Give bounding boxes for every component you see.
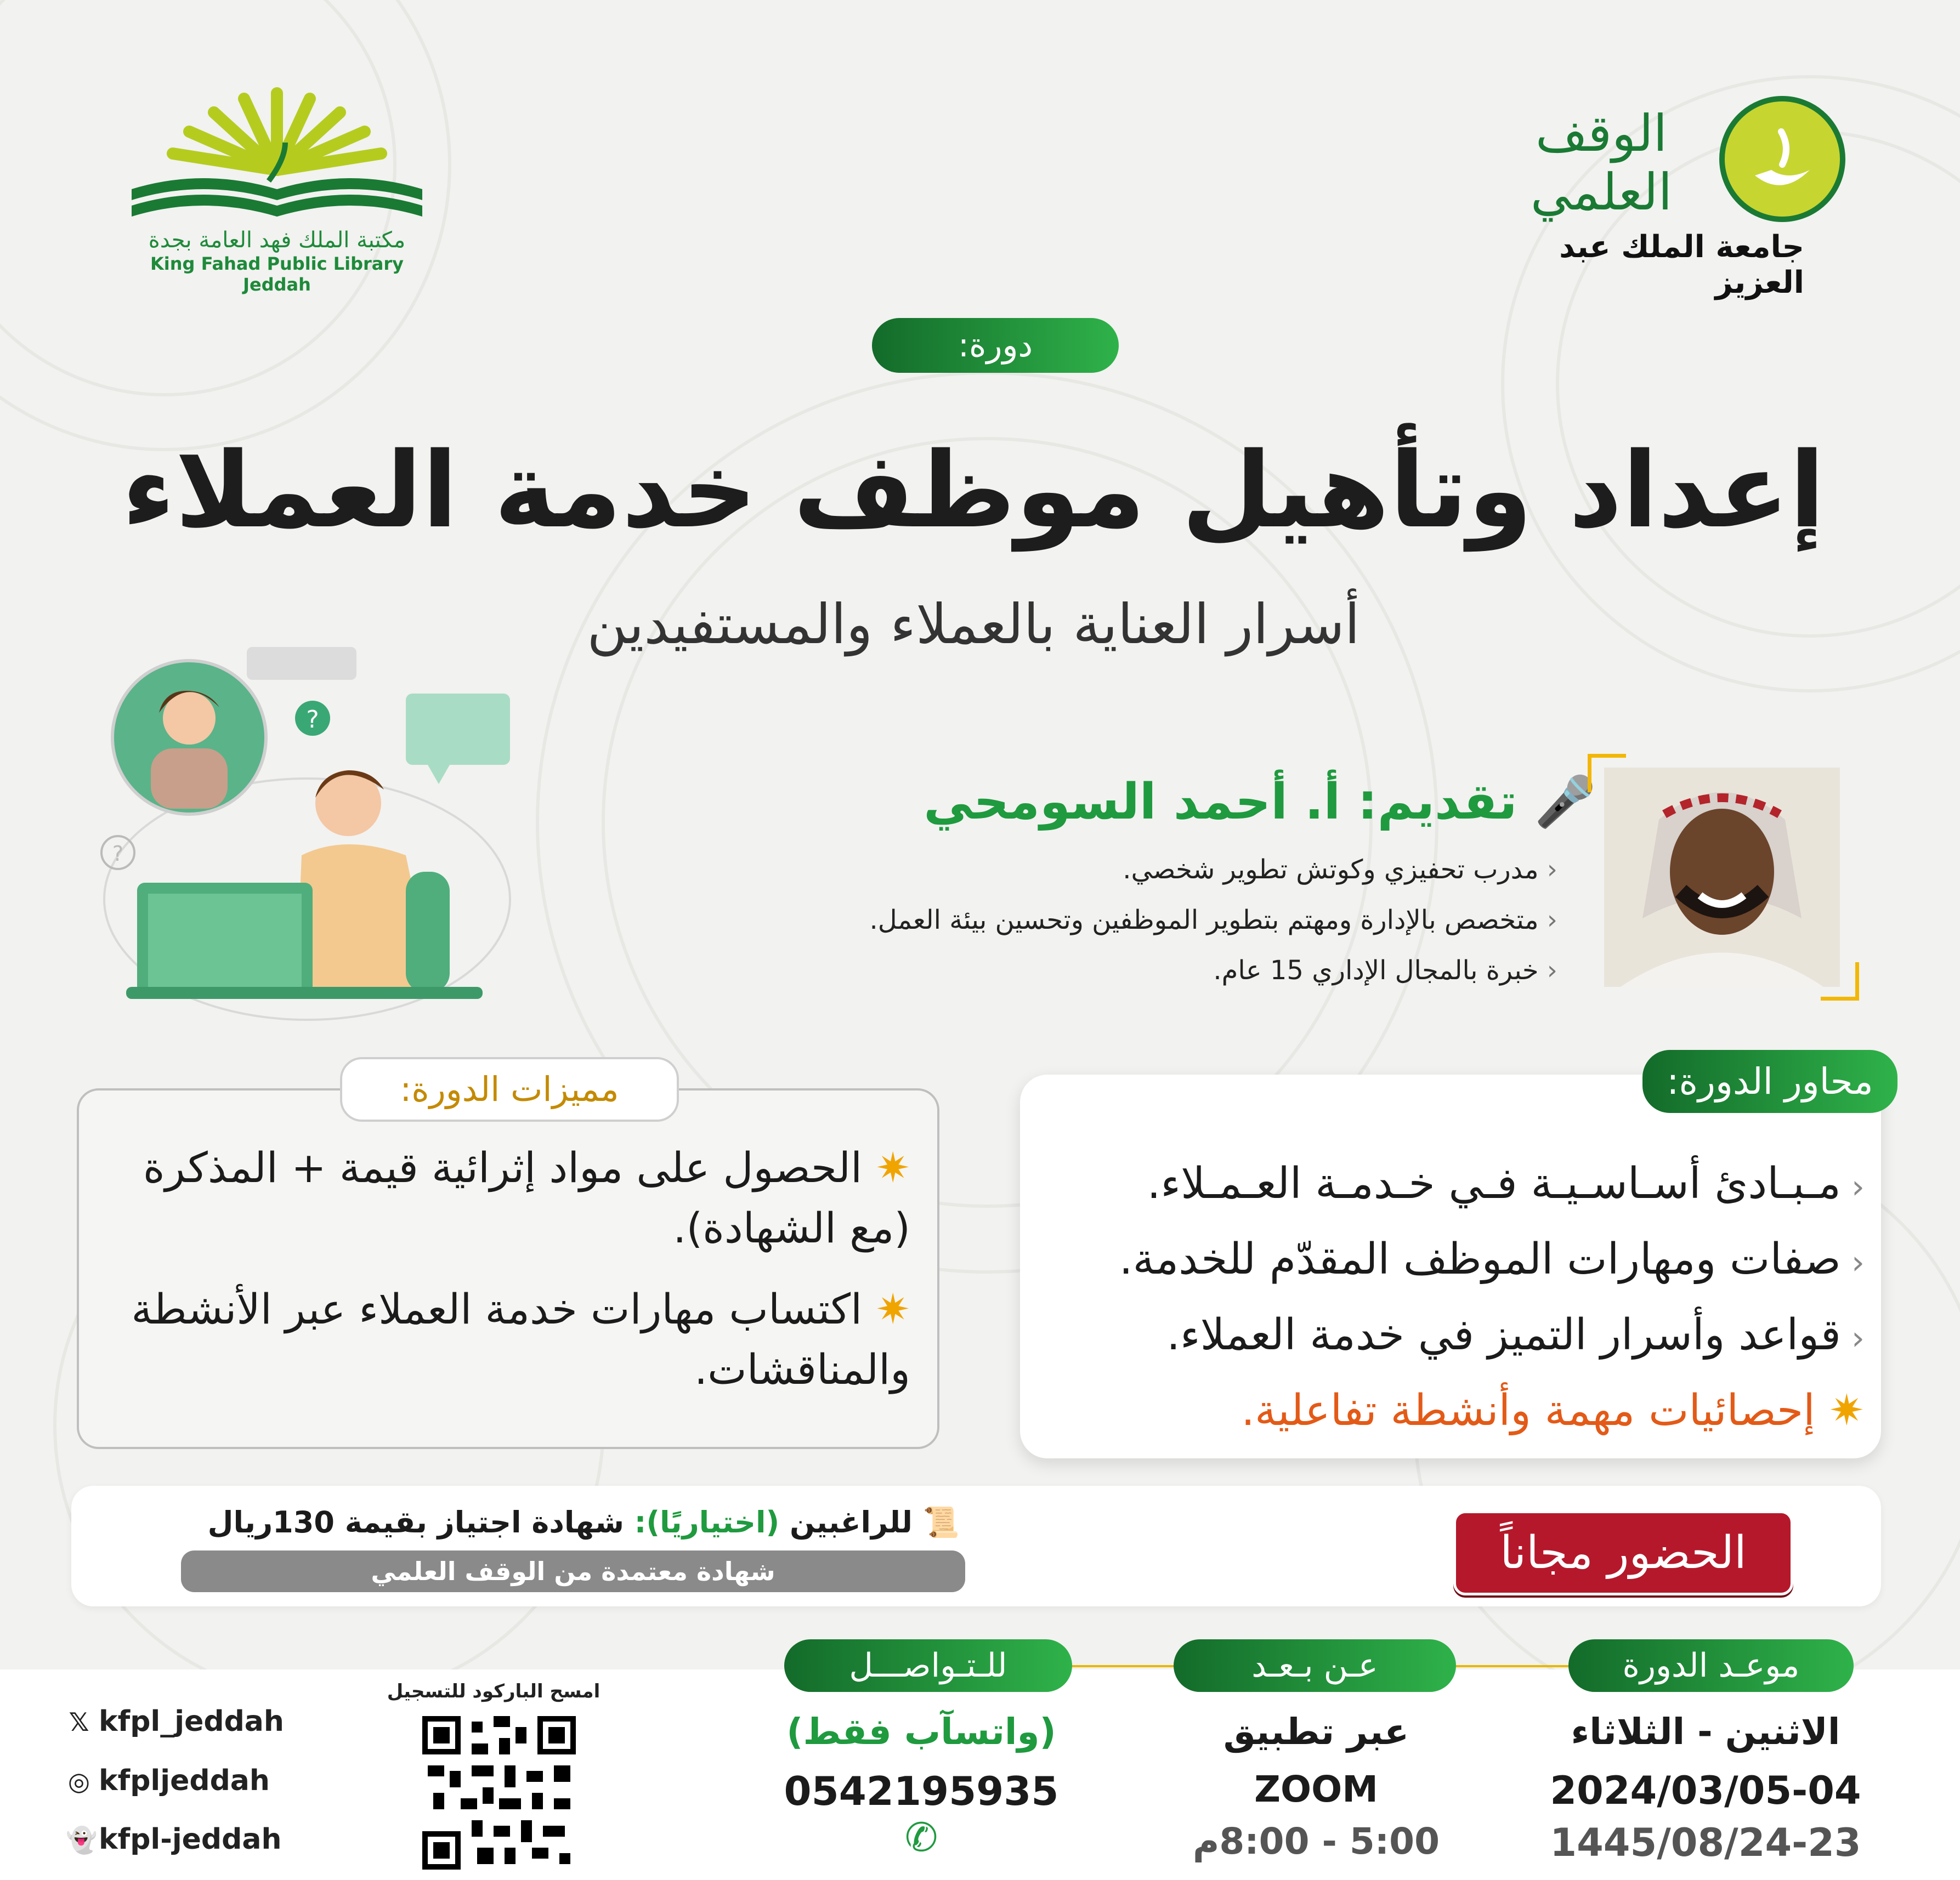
certificate-icon: 📜 (912, 1505, 960, 1540)
presenter-name-text: تقديم: أ. أحمد السومحي (924, 773, 1517, 831)
remote-app-text: عبر تطبيق (1223, 1711, 1409, 1753)
certificate-prefix: للراغبين (789, 1505, 913, 1540)
course-days: الاثنين - الثلاثاء (1571, 1711, 1840, 1753)
course-axes-list (1042, 1146, 1865, 1449)
svg-text:?: ? (306, 706, 319, 734)
course-features-label: مميزات الدورة: (340, 1057, 679, 1122)
course-time: 5:00 - 8:00م (1192, 1820, 1440, 1862)
snapchat-icon: 👻 (66, 1825, 98, 1855)
course-axis-highlight (1042, 1373, 1865, 1449)
course-subtitle: أسرار العناية بالعملاء والمستفيدين (587, 592, 1360, 656)
social-snapchat-handle[interactable]: kfpl-jeddah (99, 1823, 282, 1856)
contact-note: (واتسآب فقط) (786, 1711, 1056, 1753)
x-icon: 𝕏 (69, 1707, 89, 1737)
course-date-hijri: 1445/08/24-23 (1550, 1820, 1861, 1865)
library-name-arabic: مكتبة الملك فهد العامة بجدة (148, 228, 406, 253)
presenter-bio-item: ‹ مدرب تحفيزي وكوتش تطوير شخصي. (713, 844, 1557, 895)
contact-phone[interactable] (768, 1768, 1075, 1860)
certificate-text: شهادة اجتياز بقيمة 130ريال (207, 1505, 624, 1540)
presenter-bio-item: ‹ متخصص بالإدارة ومهتم بتطوير الموظفين وتحسين بيئة العمل. (713, 895, 1557, 945)
course-axis-item: ‹ مـبـادئ أسـاسـيـة فـي خـدمـة العـمـلاء. (1042, 1146, 1865, 1222)
waqf-emblem-icon (1717, 93, 1848, 225)
course-axis-item: ‹ صفات ومهارات الموظف المقدّم للخدمة. (1042, 1222, 1865, 1297)
course-date-gregorian: 2024/03/05-04 (1550, 1768, 1861, 1813)
library-logo (121, 77, 433, 295)
whatsapp-icon: ✆ (904, 1814, 938, 1860)
certificate-line (192, 1505, 960, 1540)
course-tag: دورة: (872, 318, 1119, 373)
course-axis-item: ‹ قواعد وأسرار التميز في خدمة العملاء. (1042, 1297, 1865, 1373)
free-attendance-badge: الحضور مجاناً (1453, 1510, 1793, 1595)
sparkle-icon: ✷ (862, 1143, 910, 1192)
presenter-bio-item: ‹ خبرة بالمجال الإداري 15 عام. (713, 945, 1557, 996)
course-feature-item (99, 1279, 910, 1400)
connector-line (1456, 1665, 1568, 1667)
course-feature-item (99, 1138, 910, 1258)
mic-icon: 🎤 (1534, 773, 1596, 831)
customer-service-illustration (99, 636, 526, 1042)
course-axis-highlight-text: إحصائيات مهمة وأنشطة تفاعلية. (1241, 1386, 1815, 1435)
certificate-optional: (اختياريًا): (634, 1505, 780, 1540)
university-name: جامعة الملك عبد العزيز (1559, 229, 1804, 300)
course-feature-text: اكتساب مهارات خدمة العملاء عبر الأنشطة والمناقشات. (131, 1285, 910, 1394)
sparkle-icon: ✷ (862, 1285, 910, 1333)
waqf-name: الوقف العلمي (1530, 104, 1673, 221)
library-name-english: King Fahad Public Library Jeddah (150, 253, 404, 295)
connector-line (1072, 1665, 1174, 1667)
presenter-bio-list (713, 844, 1557, 996)
qr-caption: امسح الباركود للتسجيل (387, 1680, 601, 1702)
phone-number[interactable]: 0542195935 (784, 1768, 1059, 1814)
course-title: إعداد وتأهيل موظف خدمة العملاء (122, 430, 1825, 551)
svg-text:?: ? (112, 842, 124, 866)
social-instagram-handle[interactable]: kfpljeddah (99, 1764, 270, 1797)
registration-qr-code[interactable] (422, 1716, 576, 1870)
certificate-accreditation: شهادة معتمدة من الوقف العلمي (181, 1550, 965, 1592)
presenter-photo (1588, 754, 1859, 1001)
social-instagram[interactable] (66, 1759, 329, 1803)
contact-label: للـتـواصـــل (784, 1639, 1072, 1692)
social-snapchat[interactable] (66, 1817, 329, 1861)
course-feature-text: الحصول على مواد إثرائية قيمة + المذكرة (مع الشهادة). (143, 1143, 910, 1252)
presenter-name (839, 773, 1596, 831)
social-x-handle[interactable]: kfpl_jeddah (99, 1705, 284, 1738)
course-features-list (99, 1138, 910, 1421)
open-book-sun-icon (121, 77, 433, 225)
course-axes-label: محاور الدورة: (1642, 1050, 1897, 1113)
social-x[interactable] (66, 1700, 329, 1743)
remote-label: عـن بـعـد (1174, 1639, 1456, 1692)
remote-platform: ZOOM (1254, 1768, 1378, 1810)
instagram-icon: ◎ (67, 1767, 90, 1796)
kau-waqf-logo (1497, 82, 1854, 300)
course-date-label: موعـد الدورة (1568, 1639, 1854, 1692)
sparkle-icon: ✷ (1815, 1386, 1865, 1435)
